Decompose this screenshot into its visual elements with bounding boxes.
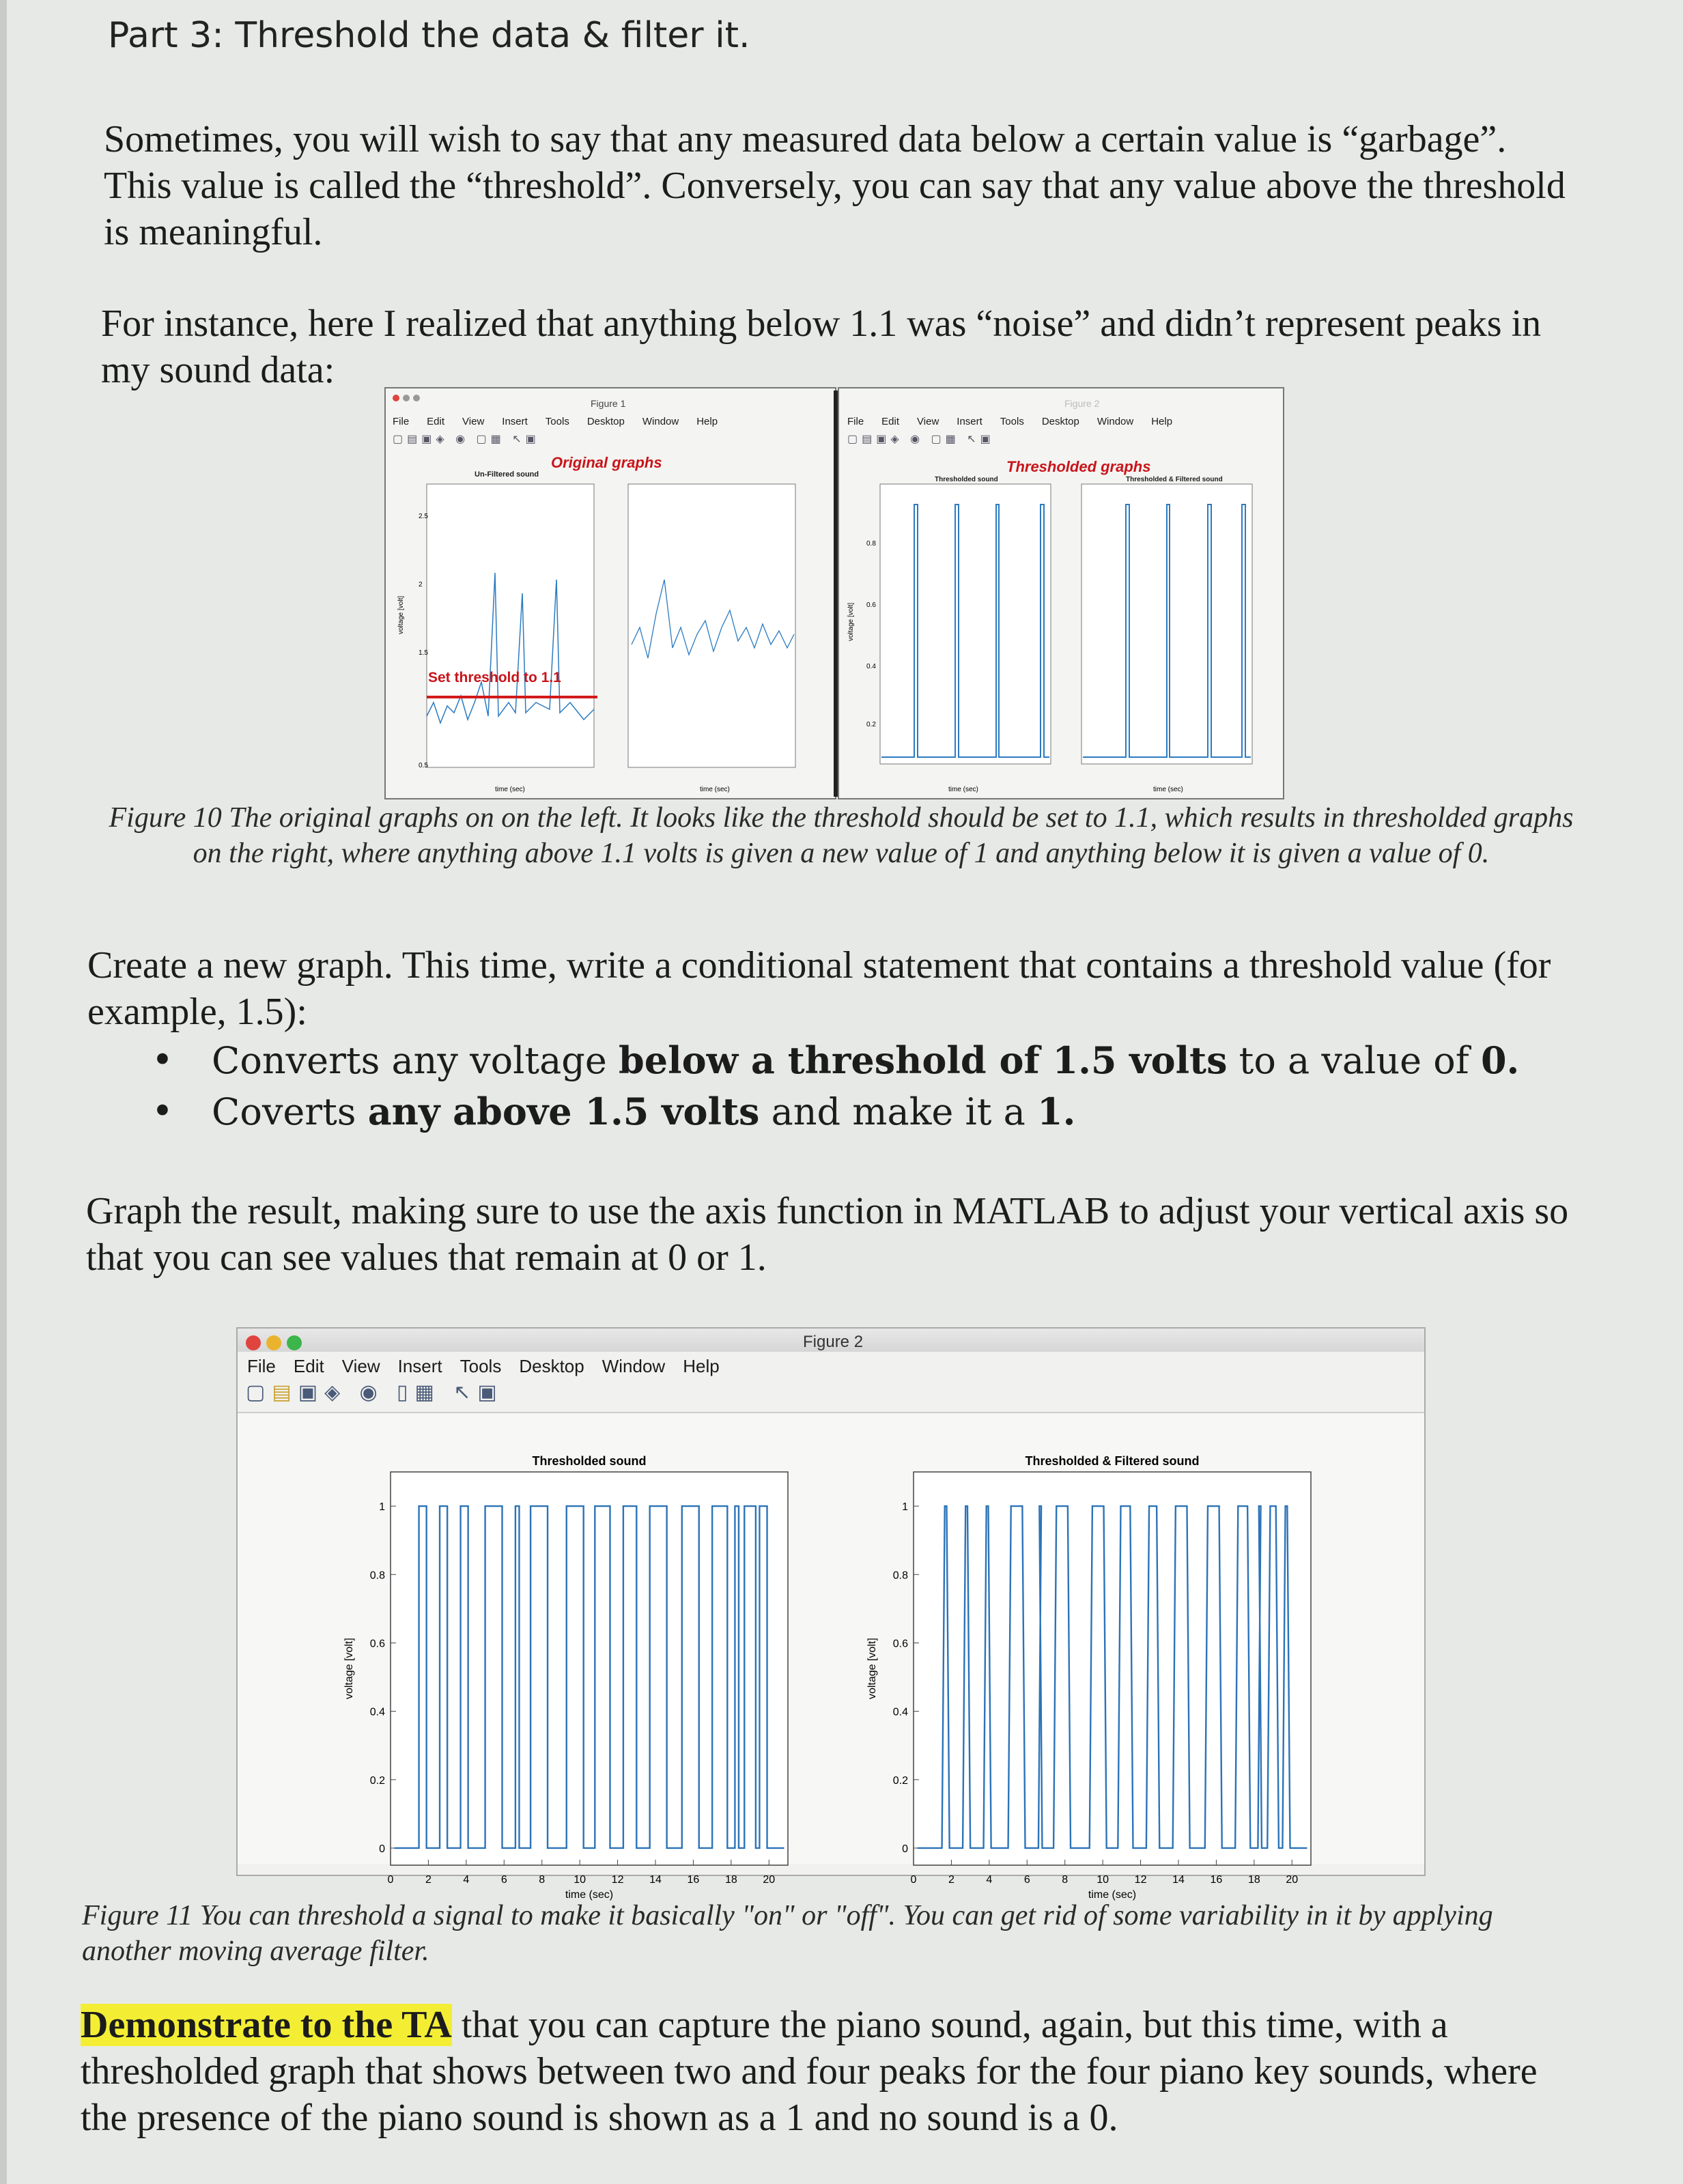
- x-axis-label: time (sec): [948, 786, 978, 793]
- open-file-icon[interactable]: ▤: [272, 1381, 298, 1404]
- menu-view[interactable]: View: [917, 416, 939, 427]
- x-tick-label: 10: [1097, 1874, 1109, 1886]
- x-tick-label: 20: [763, 1874, 776, 1886]
- paragraph-create-graph: Create a new graph. This time, write a conditional statement that contains a threshold value (for example, 1.5):: [87, 944, 1551, 1033]
- menu-window[interactable]: Window: [642, 416, 679, 427]
- menu-file[interactable]: File: [247, 1356, 276, 1376]
- figure11-window: [236, 1327, 1426, 1901]
- y-tick-label: 0.2: [369, 1774, 385, 1787]
- annotation-original-graphs: Original graphs: [551, 454, 662, 471]
- menu-edit[interactable]: Edit: [427, 416, 445, 427]
- menu-tools[interactable]: Tools: [1000, 416, 1024, 427]
- menu-desktop[interactable]: Desktop: [586, 416, 625, 427]
- save-icon[interactable]: ▣: [298, 1381, 325, 1404]
- x-axis-label: time (sec): [1088, 1889, 1137, 1901]
- x-tick-label: 14: [1172, 1874, 1185, 1886]
- paragraph-graph-result: Graph the result, making sure to use the axis function in MATLAB to adjust your vertical axis so that you can see values that remain at 0 or 1.: [86, 1190, 1569, 1279]
- y-tick-label: 0: [379, 1843, 385, 1855]
- bullet-above-threshold: • Coverts any above 1.5 volts and make it a 1.: [152, 1086, 1558, 1137]
- x-axis-label: time (sec): [495, 786, 525, 793]
- toolbar: [246, 1380, 504, 1404]
- x-tick-label: 6: [500, 1874, 507, 1886]
- menu-edit[interactable]: Edit: [881, 416, 900, 427]
- menu-desktop[interactable]: Desktop: [1041, 416, 1079, 427]
- x-axis-label-2: time (sec): [700, 786, 730, 793]
- x-axis-label: time (sec): [565, 1889, 614, 1901]
- window-title: Figure 2: [1064, 398, 1100, 409]
- window-titlebar: [238, 1329, 1424, 1352]
- plot-title: Un-Filtered sound: [475, 470, 539, 479]
- pointer-icon[interactable]: ↖: [453, 1381, 478, 1404]
- y-axis-label: voltage [volt]: [866, 1638, 878, 1699]
- menu-file[interactable]: File: [393, 416, 410, 427]
- minimize-dot[interactable]: [403, 395, 410, 401]
- plot-area: [391, 1472, 788, 1865]
- plot-title-right: Thresholded & Filtered sound: [1126, 476, 1223, 483]
- menu-insert[interactable]: Insert: [957, 416, 982, 427]
- x-tick-label: 18: [724, 1874, 737, 1886]
- y-tick-label: 0.6: [892, 1638, 908, 1650]
- threshold-label: Set threshold to 1.1: [428, 670, 561, 685]
- y-tick-label: 0.6: [369, 1638, 385, 1650]
- x-tick-label: 6: [1023, 1874, 1030, 1886]
- print-icon[interactable]: ◈: [324, 1381, 348, 1404]
- y-tick-label: 0: [902, 1843, 908, 1855]
- y-tick-label: 1: [379, 1501, 385, 1514]
- x-tick-label: 12: [611, 1874, 624, 1886]
- svg-text:2.5: 2.5: [419, 513, 428, 520]
- toolbar-icons[interactable]: ▢▤▣◈ ◉ ▢▦ ↖▣: [847, 434, 995, 445]
- annotation-thresholded-graphs: Thresholded graphs: [1006, 458, 1151, 475]
- new-figure-icon[interactable]: ▢: [246, 1381, 272, 1404]
- x-tick-label: 12: [1134, 1874, 1147, 1886]
- svg-text:0.5: 0.5: [419, 762, 428, 769]
- menu-window[interactable]: Window: [602, 1356, 666, 1376]
- window-title: Figure 1: [591, 398, 626, 409]
- x-tick-label: 14: [649, 1874, 662, 1886]
- menu-help[interactable]: Help: [696, 416, 718, 427]
- y-tick-label: 0.2: [892, 1774, 908, 1787]
- svg-text:2: 2: [419, 581, 423, 588]
- menu-desktop[interactable]: Desktop: [519, 1356, 584, 1376]
- y-tick-label: 0.8: [369, 1570, 385, 1582]
- plot-title: Thresholded & Filtered sound: [1025, 1454, 1200, 1468]
- toolbar-icons[interactable]: ▢▤▣◈ ◉ ▢▦ ↖▣: [393, 434, 540, 445]
- svg-text:0.2: 0.2: [866, 721, 876, 728]
- figure10-left-window: [384, 387, 836, 799]
- menu-tools[interactable]: Tools: [545, 416, 569, 427]
- figure11-plots: [238, 1413, 1424, 1901]
- x-tick-label: 4: [463, 1874, 470, 1886]
- requirements-list: [152, 1035, 1558, 1137]
- close-dot[interactable]: [246, 1335, 261, 1350]
- menu-view[interactable]: View: [462, 416, 485, 427]
- plot-tools-icon[interactable]: ▣: [477, 1381, 504, 1404]
- close-dot[interactable]: [393, 395, 399, 401]
- y-tick-label: 0.4: [369, 1706, 385, 1718]
- menu-bar: [393, 416, 735, 427]
- window-title: Figure 2: [803, 1333, 864, 1351]
- bullet-below-threshold: • Converts any voltage below a threshold of 1.5 volts to a value of 0.: [152, 1035, 1558, 1086]
- legend-icon[interactable]: ▦: [414, 1381, 441, 1404]
- page-edge-shadow: [0, 0, 7, 2184]
- menu-insert[interactable]: Insert: [502, 416, 528, 427]
- plot-title-left: Thresholded sound: [935, 476, 998, 483]
- menu-help[interactable]: Help: [683, 1356, 720, 1376]
- y-tick-label: 1: [902, 1501, 908, 1514]
- menu-help[interactable]: Help: [1151, 416, 1173, 427]
- x-tick-label: 2: [948, 1874, 954, 1886]
- page-title: Part 3: Threshold the data & filter it.: [108, 15, 750, 56]
- demonstrate-text: that you can capture the piano sound, again, but this time, with a thresholded graph that shows between two and four peaks for the four piano key sounds, where the presence of the piano sound is shown as a 1 and no sound is a 0.: [81, 2004, 1538, 2139]
- zoom-dot[interactable]: [413, 395, 420, 401]
- x-tick-label: 10: [574, 1874, 586, 1886]
- figure11-caption: Figure 11 You can threshold a signal to make it basically "on" or "off". You can get rid of some variability in it by applying another moving average filter.: [82, 1900, 1493, 1967]
- x-tick-label: 2: [425, 1874, 432, 1886]
- paragraph-example: For instance, here I realized that anything below 1.1 was “noise” and didn’t represent peaks in my sound data:: [101, 302, 1542, 391]
- y-axis-label: voltage [volt]: [343, 1638, 355, 1699]
- svg-text:0.6: 0.6: [866, 601, 876, 609]
- y-axis-label: voltage [volt]: [397, 595, 405, 634]
- menu-file[interactable]: File: [847, 416, 864, 427]
- svg-text:0.8: 0.8: [866, 540, 876, 548]
- plot-area: [914, 1472, 1311, 1865]
- figure10-caption: Figure 10 The original graphs on on the left. It looks like the threshold should be set to 1.1, which results in thresholded graphs on the right, where anything above 1.1 volts is given a new value of 1 and anything below it is given a value of 0.: [109, 802, 1574, 869]
- x-tick-label: 4: [986, 1874, 993, 1886]
- plot-title: Thresholded sound: [532, 1454, 647, 1468]
- menu-window[interactable]: Window: [1097, 416, 1134, 427]
- paragraph-demonstrate: [81, 2002, 1583, 2141]
- y-tick-label: 0.4: [892, 1706, 908, 1718]
- menu-view[interactable]: View: [341, 1356, 380, 1376]
- x-tick-label: 8: [539, 1874, 546, 1886]
- zoom-icon[interactable]: ◉: [359, 1381, 384, 1404]
- figure10-left-plots: [386, 477, 835, 798]
- paragraph-threshold-intro: Sometimes, you will wish to say that any measured data below a certain value is “garbage”. This value is called the “threshold”. Conversely, you can say that any value above the threshold is meaningful.: [104, 118, 1566, 253]
- menu-edit[interactable]: Edit: [293, 1356, 324, 1376]
- menu-bar: [847, 416, 1190, 427]
- highlight-demonstrate: Demonstrate to the TA: [81, 2004, 452, 2046]
- svg-text:0.4: 0.4: [866, 663, 876, 670]
- menu-bar: [247, 1356, 737, 1377]
- y-axis-label: voltage [volt]: [847, 602, 855, 641]
- x-tick-label: 18: [1247, 1874, 1260, 1886]
- minimize-dot[interactable]: [266, 1335, 281, 1350]
- menu-tools[interactable]: Tools: [459, 1356, 502, 1376]
- x-tick-label: 16: [1210, 1874, 1223, 1886]
- menu-insert[interactable]: Insert: [397, 1356, 442, 1376]
- x-tick-label: 20: [1286, 1874, 1299, 1886]
- x-tick-label: 8: [1062, 1874, 1069, 1886]
- x-tick-label: 0: [910, 1874, 917, 1886]
- x-tick-label: 0: [387, 1874, 394, 1886]
- y-tick-label: 0.8: [892, 1570, 908, 1582]
- zoom-dot[interactable]: [287, 1335, 302, 1350]
- figure10-right-plots: [839, 484, 1283, 798]
- svg-text:1.5: 1.5: [419, 649, 428, 657]
- x-tick-label: 16: [687, 1874, 700, 1886]
- x-axis-label-2: time (sec): [1153, 786, 1183, 793]
- figure10-right-window: [838, 387, 1284, 799]
- colorbar-icon[interactable]: ▯: [397, 1381, 415, 1404]
